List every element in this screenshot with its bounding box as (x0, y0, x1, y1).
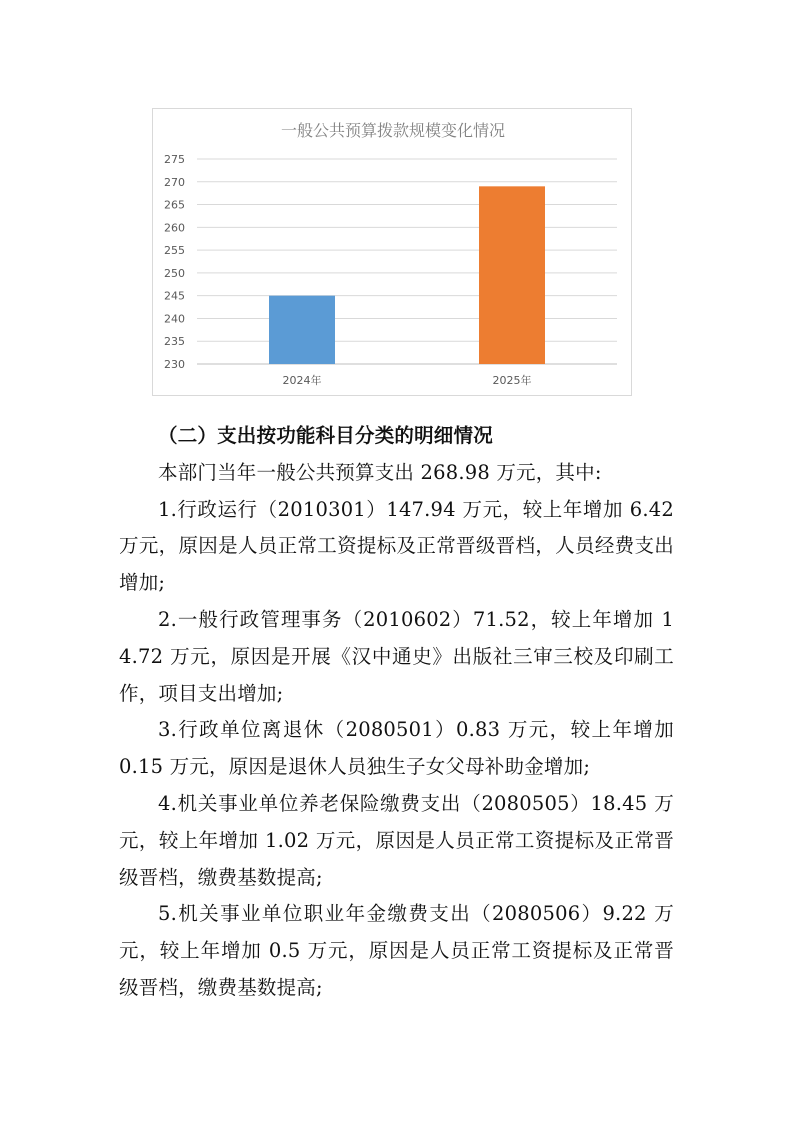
chart-gridlines (197, 159, 617, 364)
y-tick-label: 255 (164, 244, 185, 258)
chart-svg (153, 109, 633, 397)
bar-chart (152, 108, 632, 396)
y-tick-label: 265 (164, 198, 185, 212)
document-body (119, 418, 674, 1007)
y-tick-label: 235 (164, 335, 185, 349)
x-tick-label: 2024年 (282, 374, 322, 387)
y-tick-label: 230 (164, 358, 185, 371)
y-tick-label: 250 (164, 266, 185, 280)
chart-title: 一般公共预算拨款规模变化情况 (280, 121, 506, 140)
y-tick-label: 270 (164, 175, 185, 189)
section-heading: （二）支出按功能科目分类的明细情况 (158, 424, 493, 447)
paragraph-item-2: 2.一般行政管理事务（2010602）71.52，较上年增加 14.72 万元，原因是开展《汉中通史》出版社三审三校及印刷工作，项目支出增加; (119, 607, 674, 705)
bar-2024年 (269, 296, 335, 364)
bar-2025年 (479, 186, 545, 364)
paragraph-item-4: 4.机关事业单位养老保险缴费支出（2080505）18.45 万元，较上年增加 1.02 万元，原因是人员正常工资提标及正常晋级晋档，缴费基数提高; (119, 791, 674, 889)
y-tick-label: 245 (164, 289, 185, 303)
x-tick-label: 2025年 (492, 374, 532, 387)
paragraph-item-1: 1.行政运行（2010301）147.94 万元，较上年增加 6.42 万元，原因是人员正常工资提标及正常晋级晋档，人员经费支出增加; (119, 497, 674, 595)
y-tick-label: 260 (164, 221, 185, 235)
y-tick-label: 275 (164, 153, 185, 166)
chart-bars (269, 186, 545, 364)
paragraph-item-3: 3.行政单位离退休（2080501）0.83 万元，较上年增加 0.15 万元，原因是退休人员独生子女父母补助金增加; (119, 718, 674, 779)
paragraph-item-5: 5.机关事业单位职业年金缴费支出（2080506）9.22 万元，较上年增加 0.5 万元，原因是人员正常工资提标及正常晋级晋档，缴费基数提高; (119, 902, 674, 999)
y-tick-label: 240 (164, 312, 185, 326)
chart-axis-labels (164, 153, 532, 387)
paragraph-summary: 本部门当年一般公共预算支出 268.98 万元，其中: (158, 460, 602, 484)
